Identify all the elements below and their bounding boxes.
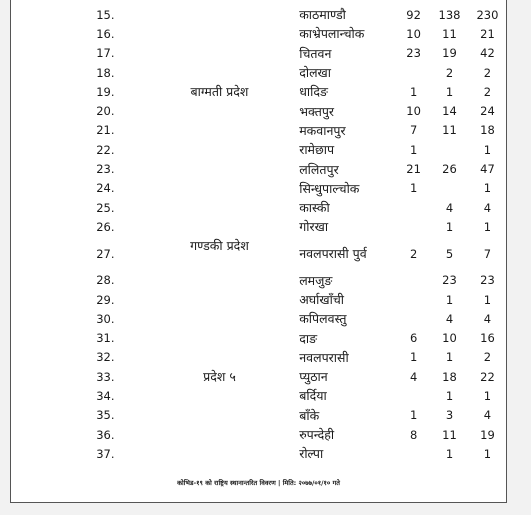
count-a-cell: 2	[409, 246, 418, 261]
district-cell: दाङ	[299, 330, 318, 346]
district-cell: रामेछाप	[299, 142, 335, 158]
count-b-cell: 5	[445, 246, 454, 261]
province-cell	[140, 444, 299, 463]
serial-number-cell: 27.	[96, 246, 115, 261]
serial-number-cell: 29.	[96, 292, 115, 307]
table-row	[71, 367, 506, 386]
count-a-cell	[397, 444, 430, 463]
total-cell: 1	[483, 181, 492, 196]
province-cell	[140, 198, 299, 217]
count-a-cell: 23	[406, 46, 421, 61]
district-cell: भक्तपुर	[299, 103, 335, 119]
total-cell: 2	[483, 84, 492, 99]
count-a-cell: 1	[409, 350, 418, 365]
count-b-cell: 1	[445, 350, 454, 365]
district-cell: काठमाण्डौ	[299, 7, 346, 23]
province-cell	[140, 101, 299, 120]
table-row	[71, 101, 506, 120]
total-cell: 16	[480, 331, 495, 346]
district-cell: नवलपरासी पुर्व	[299, 246, 367, 262]
table-row	[71, 179, 506, 198]
count-a-cell: 1	[409, 181, 418, 196]
province-cell	[140, 309, 299, 328]
table-row	[71, 444, 506, 463]
serial-number-cell: 17.	[96, 46, 115, 61]
serial-number-cell: 25.	[96, 200, 115, 215]
serial-number-cell: 36.	[96, 427, 115, 442]
province-cell	[140, 179, 299, 198]
total-cell: 1	[483, 142, 492, 157]
serial-number-cell: 18.	[96, 65, 115, 80]
district-cell: कपिलवस्तु	[299, 311, 347, 327]
document-page	[10, 0, 507, 503]
count-b-cell: 1	[445, 292, 454, 307]
district-cell: मकवानपुर	[299, 122, 346, 138]
table-row	[71, 425, 506, 444]
count-b-cell	[430, 179, 469, 198]
page-footer: कोभिड-१९ को राष्ट्रिय स्थानान्तरित विवरण | मिति: २०७७/०१/१० गते	[177, 479, 340, 487]
serial-number-cell: 15.	[96, 7, 115, 22]
table-row	[71, 328, 506, 347]
count-b-cell	[430, 140, 469, 159]
serial-number-cell: 35.	[96, 408, 115, 423]
serial-number-cell: 23.	[96, 162, 115, 177]
serial-number-cell: 16.	[96, 26, 115, 41]
table-row	[71, 290, 506, 309]
district-cell: कास्की	[299, 200, 330, 216]
table-row	[71, 217, 506, 236]
count-b-cell: 10	[442, 331, 457, 346]
count-b-cell: 4	[445, 311, 454, 326]
count-a-cell	[397, 198, 430, 217]
count-a-cell: 6	[409, 331, 418, 346]
table-row	[71, 386, 506, 405]
province-cell	[140, 63, 299, 82]
serial-number-cell: 22.	[96, 142, 115, 157]
serial-number-cell: 28.	[96, 273, 115, 288]
total-cell: 1	[483, 219, 492, 234]
table-row	[71, 121, 506, 140]
total-cell: 42	[480, 46, 495, 61]
district-cell: ललितपुर	[299, 161, 339, 177]
province-cell	[140, 217, 299, 236]
count-b-cell: 26	[442, 162, 457, 177]
serial-number-cell: 24.	[96, 181, 115, 196]
count-a-cell	[397, 386, 430, 405]
serial-number-cell: 34.	[96, 388, 115, 403]
count-b-cell: 2	[445, 65, 454, 80]
table-row	[71, 198, 506, 217]
total-cell: 23	[480, 273, 495, 288]
district-cell: सिन्धुपाल्चोक	[299, 180, 360, 196]
district-cell: गोरखा	[299, 219, 329, 235]
province-cell	[140, 348, 299, 367]
total-cell: 24	[480, 104, 495, 119]
count-b-cell: 11	[442, 123, 457, 138]
count-a-cell: 8	[409, 427, 418, 442]
count-b-cell: 1	[445, 84, 454, 99]
count-a-cell: 1	[409, 408, 418, 423]
count-b-cell: 3	[445, 408, 454, 423]
count-a-cell: 21	[406, 162, 421, 177]
table-row	[71, 24, 506, 43]
district-cell: काभ्रेपलान्चोक	[299, 26, 365, 42]
table-row	[71, 82, 506, 101]
total-cell: 7	[483, 246, 492, 261]
province-cell: गण्डकी प्रदेश	[190, 237, 249, 253]
district-cell: दोलखा	[299, 65, 332, 81]
count-a-cell: 1	[409, 84, 418, 99]
serial-number-cell: 19.	[96, 84, 115, 99]
total-cell: 2	[483, 65, 492, 80]
table-row	[71, 309, 506, 328]
province-cell	[140, 140, 299, 159]
province-cell: बाग्मती प्रदेश	[190, 84, 249, 100]
district-cell: धादिङ	[299, 84, 328, 100]
table-row	[71, 159, 506, 178]
serial-number-cell: 20.	[96, 104, 115, 119]
district-cell: चितवन	[299, 45, 332, 61]
total-cell: 18	[480, 123, 495, 138]
province-cell	[140, 406, 299, 425]
count-b-cell: 1	[445, 446, 454, 461]
province-cell	[140, 121, 299, 140]
table-row	[71, 140, 506, 159]
province-cell	[140, 386, 299, 405]
district-cases-table	[71, 5, 506, 464]
province-cell	[140, 271, 299, 290]
total-cell: 21	[480, 26, 495, 41]
count-a-cell: 4	[409, 369, 418, 384]
table-row	[71, 5, 506, 24]
table-row	[71, 271, 506, 290]
table-row	[71, 44, 506, 63]
count-a-cell: 10	[406, 26, 421, 41]
count-a-cell	[397, 217, 430, 236]
province-cell	[140, 425, 299, 444]
count-b-cell: 11	[442, 427, 457, 442]
count-a-cell	[397, 271, 430, 290]
count-a-cell	[397, 63, 430, 82]
serial-number-cell: 31.	[96, 331, 115, 346]
district-cell: रुपन्देही	[299, 427, 335, 443]
count-b-cell: 23	[442, 273, 457, 288]
serial-number-cell: 37.	[96, 446, 115, 461]
table-body	[71, 5, 506, 464]
count-a-cell: 7	[409, 123, 418, 138]
serial-number-cell: 30.	[96, 311, 115, 326]
total-cell: 47	[480, 162, 495, 177]
province-cell	[140, 328, 299, 347]
count-b-cell: 19	[442, 46, 457, 61]
province-cell	[140, 159, 299, 178]
count-a-cell	[397, 290, 430, 309]
serial-number-cell: 33.	[96, 369, 115, 384]
count-b-cell: 138	[438, 7, 461, 22]
district-cell: रोल्पा	[299, 446, 324, 462]
count-a-cell: 10	[406, 104, 421, 119]
district-cell: लमजुङ	[299, 272, 333, 288]
total-cell: 19	[480, 427, 495, 442]
total-cell: 1	[483, 292, 492, 307]
province-cell	[140, 24, 299, 43]
total-cell: 4	[483, 408, 492, 423]
count-a-cell: 92	[406, 7, 421, 22]
district-cell: प्युठान	[299, 369, 328, 385]
district-cell: अर्घाखाँची	[299, 292, 345, 307]
count-b-cell: 1	[445, 388, 454, 403]
total-cell: 1	[483, 388, 492, 403]
province-cell	[140, 44, 299, 63]
total-cell: 4	[483, 200, 492, 215]
count-a-cell	[397, 309, 430, 328]
count-b-cell: 18	[442, 369, 457, 384]
total-cell: 22	[480, 369, 495, 384]
count-b-cell: 11	[442, 26, 457, 41]
serial-number-cell: 32.	[96, 350, 115, 365]
province-cell: प्रदेश ५	[203, 369, 236, 385]
district-cell: नवलपरासी	[299, 349, 349, 365]
province-cell	[140, 5, 299, 24]
district-cell: बाँके	[299, 407, 320, 423]
count-b-cell: 1	[445, 219, 454, 234]
total-cell: 2	[483, 350, 492, 365]
total-cell: 1	[483, 446, 492, 461]
count-b-cell: 14	[442, 104, 457, 119]
table-row	[71, 237, 506, 271]
serial-number-cell: 26.	[96, 219, 115, 234]
total-cell: 230	[476, 7, 499, 22]
serial-number-cell: 21.	[96, 123, 115, 138]
district-cell: बर्दिया	[299, 388, 327, 404]
count-a-cell: 1	[409, 142, 418, 157]
count-b-cell: 4	[445, 200, 454, 215]
table-row	[71, 63, 506, 82]
total-cell: 4	[483, 311, 492, 326]
province-cell	[140, 290, 299, 309]
table-row	[71, 406, 506, 425]
table-row	[71, 348, 506, 367]
